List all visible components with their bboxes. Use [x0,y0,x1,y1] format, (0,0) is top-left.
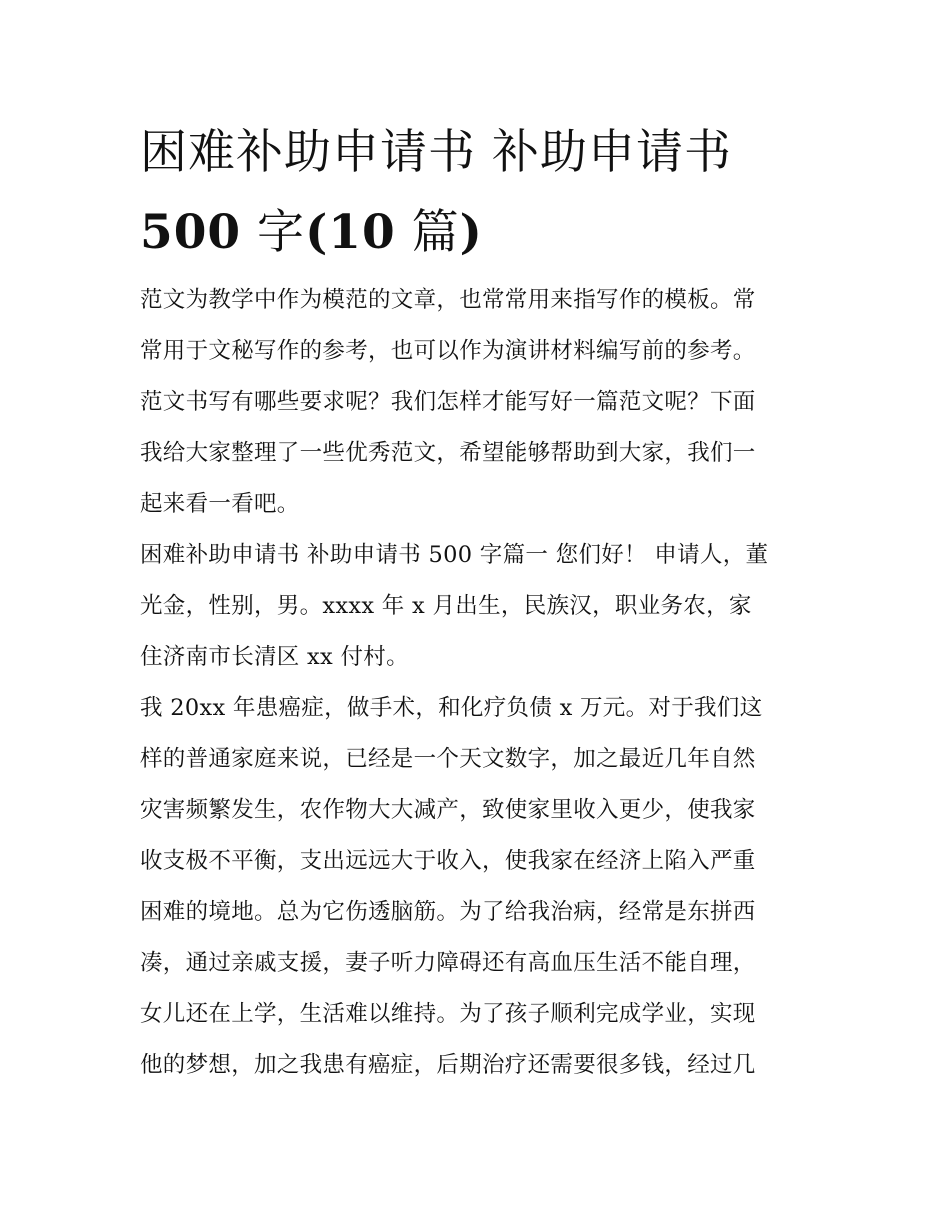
title-line-1: 困难补助申请书 补助申请书 [140,125,732,180]
paragraph-applicant [140,530,816,683]
text-line: 范文书写有哪些要求呢？我们怎样才能写好一篇范文呢？下面 [140,389,756,415]
text-line: 我 20xx 年患癌症，做手术，和化疗负债 x 万元。对于我们这 [140,695,763,721]
text-line: 灾害频繁发生，农作物大大减产，致使家里收入更少，使我家 [140,797,756,823]
paragraph-situation [140,683,816,1091]
text-line: 收支极不平衡，支出远远大于收入，使我家在经济上陷入严重 [140,848,756,874]
text-line: 常用于文秘写作的参考，也可以作为演讲材料编写前的参考。 [140,338,756,364]
text-line: 住济南市长清区 xx 付村。 [140,644,409,670]
text-line: 困难补助申请书 补助申请书 500 字篇一 您们好！ 申请人，董 [140,542,769,568]
text-line: 范文为教学中作为模范的文章，也常常用来指写作的模板。常 [140,287,756,313]
text-line: 困难的境地。总为它伤透脑筋。为了给我治病，经常是东拼西 [140,899,756,925]
page-title [140,113,820,273]
text-line: 他的梦想，加之我患有癌症，后期治疗还需要很多钱，经过几 [140,1052,756,1078]
title-line-2: 500 字(10 篇) [140,205,483,260]
text-line: 光金，性别，男。xxxx 年 x 月出生，民族汉，职业务农，家 [140,593,752,619]
text-line: 样的普通家庭来说，已经是一个天文数字，加之最近几年自然 [140,746,756,772]
text-line: 我给大家整理了一些优秀范文，希望能够帮助到大家，我们一 [140,440,756,466]
paragraph-intro [140,275,816,530]
text-line: 女儿还在上学，生活难以维持。为了孩子顺利完成学业，实现 [140,1001,756,1027]
document-body [140,275,816,1091]
text-line: 凑，通过亲戚支援，妻子听力障碍还有高血压生活不能自理， [140,950,756,976]
text-line: 起来看一看吧。 [140,491,300,517]
